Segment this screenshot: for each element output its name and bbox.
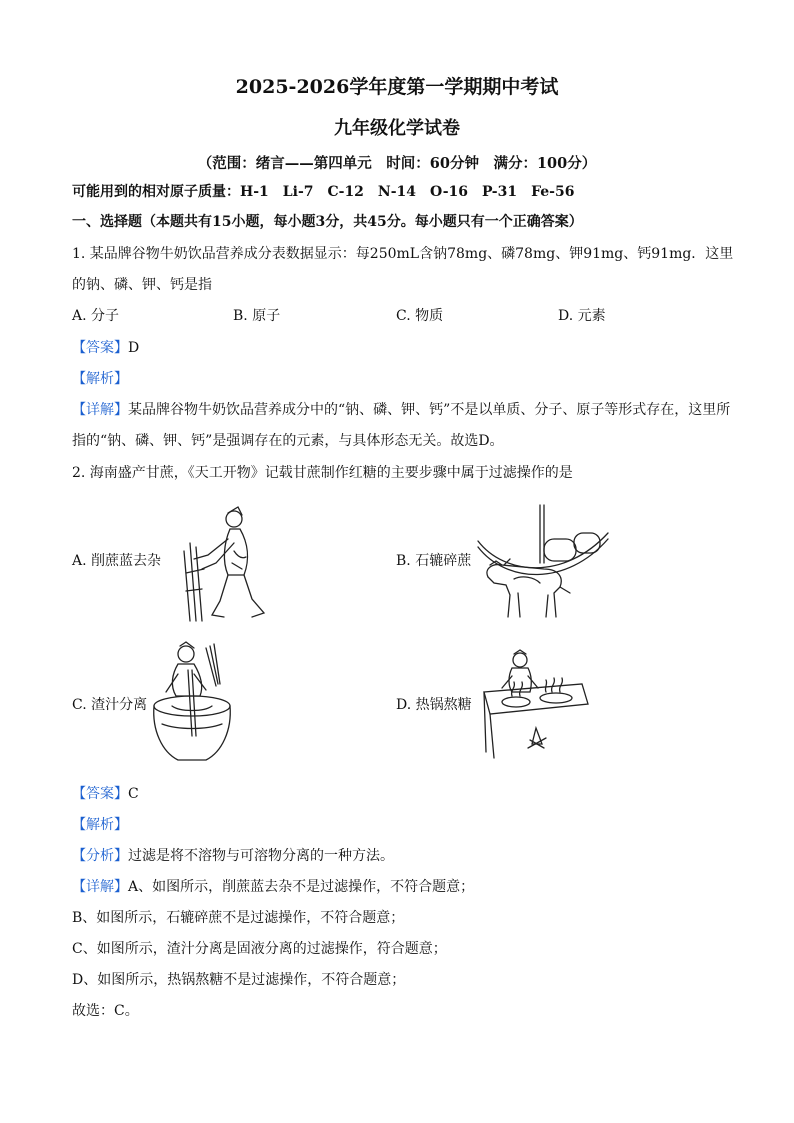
q1-option-b: B. 原子	[233, 308, 281, 324]
analysis-label: 【解析】	[72, 371, 128, 387]
q2-option-d: D. 热锅熬糖	[396, 697, 472, 713]
detail-label: 【详解】	[72, 879, 128, 895]
q2-detail-b: B、如图所示，石辘碎蔗不是过滤操作，不符合题意；	[72, 910, 405, 926]
detail-label: 【详解】	[72, 402, 128, 418]
person-cutting-cane-icon	[172, 503, 270, 623]
q1-option-a: A. 分子	[72, 308, 120, 324]
analysis-label: 【解析】	[72, 817, 128, 833]
q2-option-c: C. 渣汁分离	[72, 697, 148, 713]
exam-title: 2025-2026学年度第一学期期中考试	[235, 76, 559, 98]
q2-answer-value: C	[128, 786, 139, 802]
q2-option-b: B. 石辘碎蔗	[396, 553, 472, 569]
q1-option-d: D. 元素	[558, 308, 606, 324]
ox-stone-roller-icon	[474, 503, 612, 621]
person-boiling-pot-icon	[482, 648, 592, 760]
q2-conclusion: 故选：C。	[72, 1003, 139, 1019]
q1-stem-line2: 的钠、磷、钾、钙是指	[72, 277, 212, 293]
q1-option-c: C. 物质	[396, 308, 444, 324]
atomic-mass-line: 可能用到的相对原子质量：H-1 Li-7 C-12 N-14 O-16 P-31 Fe-56	[72, 184, 575, 200]
q1-stem-line1: 1. 某品牌谷物牛奶饮品营养成分表数据显示：每250mL含钠78mg、磷78mg、钾91mg、钙91mg．这里	[72, 246, 734, 262]
q1-detail-line2: 指的“钠、磷、钾、钙”是强调存在的元素，与具体形态无关。故选D。	[72, 433, 504, 449]
q2-detail-a-line	[72, 879, 722, 895]
section-heading: 一、选择题（本题共有15小题，每小题3分，共45分。每小题只有一个正确答案）	[72, 214, 583, 230]
q2-fenxi-line	[72, 848, 722, 864]
q1-detail-text1: 某品牌谷物牛奶饮品营养成分中的“钠、磷、钾、钙”不是以单质、分子、原子等形式存在，这里所	[128, 402, 731, 418]
answer-label: 【答案】	[72, 786, 128, 802]
q2-fenxi-text: 过滤是将不溶物与可溶物分离的一种方法。	[128, 848, 394, 864]
q2-detail-c: C、如图所示，渣汁分离是固液分离的过滤操作，符合题意；	[72, 941, 447, 957]
q2-analysis-line	[72, 817, 722, 833]
q2-detail-d: D、如图所示，热锅熬糖不是过滤操作，不符合题意；	[72, 972, 406, 988]
q2-stem: 2. 海南盛产甘蔗，《天工开物》记载甘蔗制作红糖的主要步骤中属于过滤操作的是	[72, 465, 573, 481]
q2-detail-a: A、如图所示，削蔗蓝去杂不是过滤操作，不符合题意；	[128, 879, 475, 895]
exam-scope: （范围：绪言——第四单元 时间：60分钟 满分：100分）	[197, 155, 597, 172]
fenxi-label: 【分析】	[72, 848, 128, 864]
q1-detail-line1	[72, 402, 731, 418]
q1-analysis-line	[72, 371, 722, 387]
answer-label: 【答案】	[72, 340, 128, 356]
q2-answer-line	[72, 786, 722, 802]
q1-answer-value: D	[128, 340, 140, 356]
q2-option-a: A. 削蔗蓝去杂	[72, 553, 162, 569]
person-stirring-vat-icon	[148, 640, 238, 768]
exam-subtitle: 九年级化学试卷	[334, 118, 460, 139]
q1-answer-line	[72, 340, 722, 356]
